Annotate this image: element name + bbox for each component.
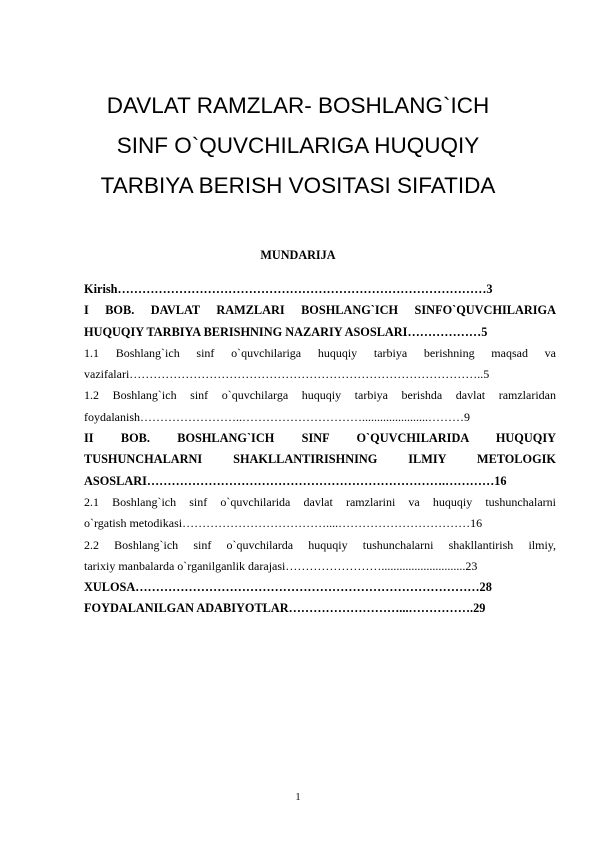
toc-entry-section-2-1: 2.1 Boshlang`ich sinf o`quvchilarida davlat ramzlarini va huquqiy tushunchalarni bbox=[84, 494, 556, 509]
page-number: 1 bbox=[295, 792, 301, 803]
toc-entry-chapter-2-end: ASOSLARI……………………………………………………………….…………16 bbox=[84, 473, 507, 488]
contents-heading: MUNDARIJA bbox=[260, 248, 336, 262]
toc-entry-chapter-1-cont: HUQUQIY TARBIYA BERISHNING NAZARIY ASOSLARI………………5 bbox=[84, 324, 488, 339]
table-of-contents bbox=[84, 279, 556, 620]
document-title bbox=[60, 86, 536, 206]
toc-entry-section-1-2-cont: foydalanish……………………..…………………………......................………9 bbox=[84, 409, 470, 424]
toc-entry-section-1-1-cont: vazifalari……………………………………………………………………………..5 bbox=[84, 367, 490, 382]
toc-entry-conclusion: XULOSA…………………………………………………………………………28 bbox=[84, 580, 492, 595]
title-line-3: TARBIYA BERISH VOSITASI SIFATIDA bbox=[100, 173, 496, 198]
toc-entry-section-2-1-cont: o`rgatish metodikasi………………………………....……………………………16 bbox=[84, 516, 483, 531]
toc-entry-intro: Kirish………………………………………………………………………………3 bbox=[84, 282, 493, 296]
toc-entry-section-1-2: 1.2 Boshlang`ich sinf o`quvchilarga huquqiy tarbiya berishda davlat ramzlaridan bbox=[84, 388, 556, 403]
toc-entry-section-2-2-cont: tarixiy manbalarda o`rganilganlik darajasi……………………............................23 bbox=[84, 558, 478, 573]
toc-entry-chapter-2: II BOB. BOSHLANG`ICH SINF O`QUVCHILARIDA HUQUQIY bbox=[84, 431, 556, 446]
toc-entry-section-1-1: 1.1 Boshlang`ich sinf o`quvchilariga huquqiy tarbiya berishning maqsad va bbox=[84, 345, 556, 360]
toc-entry-chapter-1: I BOB. DAVLAT RAMZLARI BOSHLANG`ICH SINFO`QUVCHILARIGA bbox=[84, 303, 556, 318]
title-line-1: DAVLAT RAMZLAR- BOSHLANG`ICH bbox=[106, 93, 490, 118]
toc-entry-section-2-2: 2.2 Boshlang`ich sinf o`quvchilarda huquqiy tushunchalarni shakllantirish ilmiy, bbox=[84, 537, 556, 552]
title-line-2: SINF O`QUVCHILARIGA HUQUQIY bbox=[116, 133, 480, 158]
toc-entry-references: FOYDALANILGAN ADABIYOTLAR………………………...…………….29 bbox=[84, 601, 486, 616]
toc-entry-chapter-2-cont: TUSHUNCHALARNI SHAKLLANTIRISHNING ILMIY METOLOGIK bbox=[84, 452, 556, 467]
